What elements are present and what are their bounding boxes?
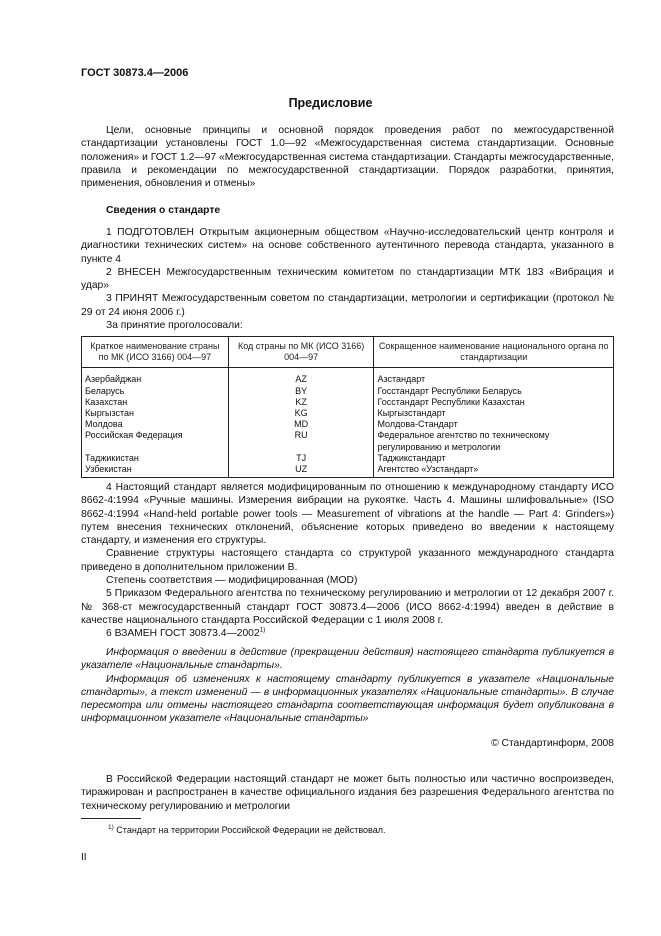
code-cell: RU: [228, 430, 374, 452]
page-number: II: [81, 852, 87, 863]
item-3: 3 ПРИНЯТ Межгосударственным советом по стандартизации, метрологии и сертификации (протокол № 29 от 24 июня 2006 г.): [81, 293, 614, 318]
item-2: 2 ВНЕСЕН Межгосударственным техническим комитетом по стандартизации МТК 183 «Вибрация и удар»: [81, 266, 614, 292]
info-paragraph-1: Информация о введении в действие (прекращении действия) настоящего стандарта публикуется в указателе «Национальные стандарты».: [81, 647, 614, 672]
info-paragraph-2: Информация об изменениях к настоящему стандарту публикуется в указателе «Национальные стандарты», а текст изменений — в информационных указателях «Национальные стандарты». В случае пересмотра или отмены настоящего стандарта соответствующая информация будет опубликована в информационном указателе «Национальные стандарты»: [81, 673, 614, 725]
table-header-row: [82, 337, 614, 368]
items-1-3: [81, 226, 614, 332]
country-cell: Таджикистан: [82, 453, 229, 464]
item-1: 1 ПОДГОТОВЛЕН Открытым акционерным обществом «Научно-исследовательский центр контроля и диагностики технических систем» на основе собственного аутентичного перевода стандарта, указанного в пункте 4: [81, 227, 614, 265]
body-cell: Госстандарт Республики Казахстан: [374, 397, 614, 408]
copyright-line: © Стандартинформ, 2008: [491, 738, 614, 749]
code-cell: BY: [228, 386, 374, 397]
page-title: Предисловие: [288, 96, 373, 110]
item-6-text: 6 ВЗАМЕН ГОСТ 30873.4—2002: [106, 628, 260, 640]
intro-section: [81, 124, 614, 190]
voting-table: [81, 336, 614, 478]
code-cell: MD: [228, 419, 374, 430]
table-row: [82, 368, 614, 386]
about-heading: Сведения о стандарте: [106, 205, 221, 216]
code-cell: TJ: [228, 453, 374, 464]
country-cell: Казахстан: [82, 397, 229, 408]
country-cell: Молдова: [82, 419, 229, 430]
document-code: ГОСТ 30873.4—2006: [81, 67, 189, 79]
items-4-6: [81, 481, 614, 641]
table-row: [82, 464, 614, 478]
comparison-paragraph: Сравнение структуры настоящего стандарта со структурой указанного международного стандарта приведено в дополнительном приложении В.: [81, 548, 614, 573]
footnote-reference: 1): [259, 626, 266, 634]
item-6: [81, 627, 614, 640]
column-header-body: Сокращенное наименование национального органа по стандартизации: [374, 337, 614, 368]
footnote: [108, 825, 385, 835]
intro-paragraph: Цели, основные принципы и основной порядок проведения работ по межгосударственной стандартизации установлены ГОСТ 1.0—92 «Межгосударственная система стандартизации. Основные положения» и ГОСТ 1.2—97 «Межгосударственная система стандартизации. Стандарты межгосударственные, правила и рекомендации по межгосударственной стандартизации. Порядок разработки, принятия, применения, обновления и отмены»: [81, 125, 614, 190]
country-cell: Узбекистан: [82, 464, 229, 478]
footnote-divider: [81, 818, 141, 819]
column-header-code: Код страны по МК (ИСО 3166) 004—97: [228, 337, 374, 368]
about-section: [81, 204, 614, 217]
footnote-mark: 1): [108, 824, 114, 831]
body-cell: Госстандарт Республики Беларусь: [374, 386, 614, 397]
country-cell: Беларусь: [82, 386, 229, 397]
table-row: [82, 419, 614, 430]
rights-paragraph: В Российской Федерации настоящий стандарт не может быть полностью или частично воспроизведен, тиражирован и распространен в качестве официального издания без разрешения Федерального агентства по техническому регулированию и метрологии: [81, 774, 614, 812]
body-cell: Агентство «Узстандарт»: [374, 464, 614, 478]
code-cell: AZ: [228, 368, 374, 386]
table-row: [82, 386, 614, 397]
table-row: [82, 453, 614, 464]
voted-label: За принятие проголосовали:: [106, 320, 243, 332]
code-cell: UZ: [228, 464, 374, 478]
code-cell: KZ: [228, 397, 374, 408]
body-cell: Азстандарт: [374, 368, 614, 386]
info-section: [81, 646, 614, 726]
table-row: [82, 408, 614, 419]
table-row: [82, 397, 614, 408]
degree-paragraph: Степень соответствия — модифицированная (MOD): [106, 575, 358, 587]
item-5: 5 Приказом Федерального агентства по техническому регулированию и метрологии от 12 декабря 2007 г. № 368-ст межгосударственный стандарт ГОСТ 30873.4—2006 (ИСО 8662-4:1994) введен в действие в качестве национального стандарта Российской Федерации с 1 июля 2008 г.: [81, 588, 614, 626]
item-4: 4 Настоящий стандарт является модифицированным по отношению к международному стандарту ИСО 8662-4:1994 «Ручные машины. Измерения вибрации на рукоятке. Часть 4. Машины шлифовальные» (ISO 8662-4:1994 «Hand-held portable power tools — Measurement of vibrations at the handle — Part 4: Grinders») путем внесения технических отклонений, объяснение которых приведено во введении к настоящему стандарту, и изменения его структуры.: [81, 482, 614, 547]
footnote-text: Стандарт на территории Российской Федерации не действовал.: [116, 825, 386, 835]
country-cell: Российская Федерация: [82, 430, 229, 452]
table-row: [82, 430, 614, 452]
body-cell: Кыргызстандарт: [374, 408, 614, 419]
body-cell: Молдова-Стандарт: [374, 419, 614, 430]
rights-section: [81, 773, 614, 813]
body-cell: Федеральное агентство по техническому регулированию и метрологии: [374, 430, 614, 452]
body-cell: Таджикстандарт: [374, 453, 614, 464]
country-cell: Кыргызстан: [82, 408, 229, 419]
column-header-country: Краткое наименование страны по МК (ИСО 3166) 004—97: [82, 337, 229, 368]
country-cell: Азербайджан: [82, 368, 229, 386]
code-cell: KG: [228, 408, 374, 419]
